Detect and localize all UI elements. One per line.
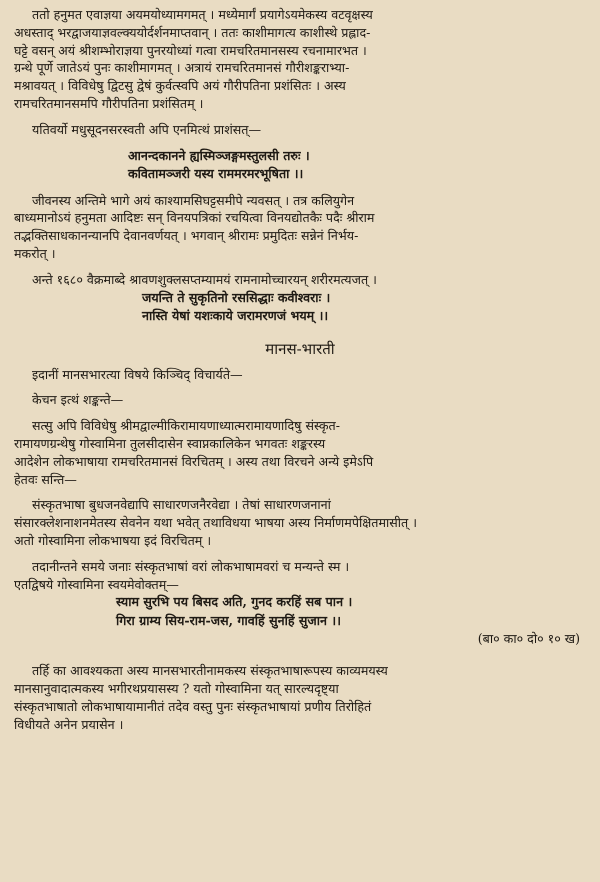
paragraph-10 — [14, 662, 586, 733]
text-line: बाध्यमानोऽयं हनुमता आदिष्टः सन् विनयपत्रिकां रचयित्वा विनयद्योतकैः पदैः श्रीराम — [14, 210, 375, 226]
paragraph-6: केचन इत्थं शङ्कन्ते— — [32, 392, 124, 408]
text-line: तदानीन्तने समये जनाः संस्कृतभाषां वरां लोकभाषामवरां च मन्यन्ते स्म । — [32, 558, 350, 574]
verse-line: आनन्दकानने ह्यस्मिञ्जङ्गमस्तुलसी तरुः । — [128, 147, 310, 163]
text-line: रामायणग्रन्थेषु गोस्वामिना तुलसीदासेन स्वाप्नकालिकेन भगवतः शङ्करस्य — [14, 435, 326, 451]
text-line: मश्रावयत् । विविधेषु द्विटसु द्वेषं कुर्वत्स्वपि अयं गौरीपतिना प्रशंसितः । अस्य — [14, 78, 346, 94]
text-line: तद्भक्तिसाधकानन्यानपि देवानवर्णयत् । भगवान् श्रीरामः प्रमुदितः सन्नेनं निर्भय- — [14, 228, 359, 244]
verse-3 — [14, 593, 586, 630]
paragraph-3 — [14, 192, 586, 263]
text-line: ततो हनुमत एवाज्ञया अयमयोध्यामगमत् । मध्येमार्गं प्रयागेऽयमेकस्य वटवृक्षस्य — [32, 7, 373, 22]
text-line: जीवनस्य अन्तिमे भागे अयं काश्यामसिघट्टसमीपे न्यवसत् । तत्र कलियुगेन — [32, 192, 355, 208]
text-line: ग्रन्थे पूर्णे जातेऽयं पुनः काशीमागमत् । अत्रायं रामचरितमानसं गौरीशङ्कराभ्या- — [14, 60, 350, 76]
paragraph-1 — [14, 6, 586, 113]
text-line: संस्कृतभाषातो लोकभाषायामानीतं तदेव वस्तु पुनः संस्कृतभाषायां प्रणीय तिरोहितं — [14, 698, 372, 714]
verse-line: जयन्ति ते सुकृतिनो रससिद्धाः कवीश्वराः । — [142, 289, 331, 305]
text-line: संसारक्लेशनाशनमेतस्य सेवनेन यथा भवेत् तथाविधया भाषया अस्य निर्माणमपेक्षितमासीत् । — [14, 515, 417, 531]
text-line: विधीयते अनेन प्रयासेन । — [14, 716, 124, 732]
text-line: सत्सु अपि विविधेषु श्रीमद्वाल्मीकिरामायणाध्यात्मरामायणादिषु संस्कृत- — [32, 418, 340, 434]
verse-line: गिरा ग्राम्य सिय-राम-जस, गावहिं सुनहिं सुजान ।। — [116, 612, 341, 628]
text-line: हेतवः सन्ति— — [14, 471, 77, 487]
text-line: अधस्ताद् भरद्वाजयाज्ञवल्क्ययोर्दर्शनमाप्तवान् । ततः काशीमागत्य काशीस्थे प्रह्लाद- — [14, 24, 371, 40]
paragraph-5: इदानीं मानसभारत्या विषये किञ्चिद् विचार्यते— — [32, 366, 243, 382]
section-heading: मानस-भारती — [265, 339, 335, 358]
verse-2 — [14, 289, 586, 326]
text-line: मानसानुवादात्मकस्य भगीरथप्रयासस्य ? यतो गोस्वामिना यत् सारल्यदृष्ट्या — [14, 680, 339, 696]
text-line: आदेशेन लोकभाषाया रामचरितमानसं विरचितम् । अस्य तथा विरचने अन्ये इमेऽपि — [14, 453, 374, 469]
verse-line: स्याम सुरभि पय बिसद अति, गुनद करहिं सब पान । — [116, 594, 353, 610]
text-line: घट्टे वसन् अयं श्रीशम्भोराज्ञया पुनरयोध्यां गत्वा रामचरितमानसस्य रचनामारभत । — [14, 42, 367, 58]
text-line: मकरोत् । — [14, 245, 56, 261]
paragraph-7 — [14, 417, 586, 488]
text-line: संस्कृतभाषा बुधजनवेद्यापि साधारणजनैरवेद्या । तेषां साधारणजनानां — [32, 497, 331, 513]
verse-line: कवितामञ्जरी यस्य राममरमरभूषिता ।। — [128, 166, 304, 182]
text-line: अतो गोस्वामिना लोकभाषया इदं विरचितम् । — [14, 532, 212, 548]
paragraph-8 — [14, 496, 586, 549]
text-line: रामचरितमानसमपि गौरीपतिना प्रशंसितम् । — [14, 95, 204, 111]
verse-1 — [14, 147, 586, 184]
paragraph-4: अन्ते १६८० वैक्रमाब्दे श्रावणशुक्लसप्तम्यामयं रामनामोच्चारयन् शरीरमत्यजत् । — [32, 271, 377, 287]
paragraph-9 — [14, 558, 586, 594]
text-line: एतद्विषये गोस्वामिना स्वयमेवोक्तम्— — [14, 576, 179, 592]
text-line: तर्हि का आवश्यकता अस्य मानसभारतीनामकस्य संस्कृतभाषारूपस्य काव्यमयस्य — [32, 663, 388, 679]
paragraph-2-intro: यतिवर्यो मधुसूदनसरस्वती अपि एनमित्थं प्राशंसत्— — [32, 121, 262, 137]
verse-line: नास्ति येषां यशःकाये जरामरणजं भयम् ।। — [142, 308, 329, 324]
verse-citation: (बा० का० दो० १० ख) — [477, 631, 580, 647]
